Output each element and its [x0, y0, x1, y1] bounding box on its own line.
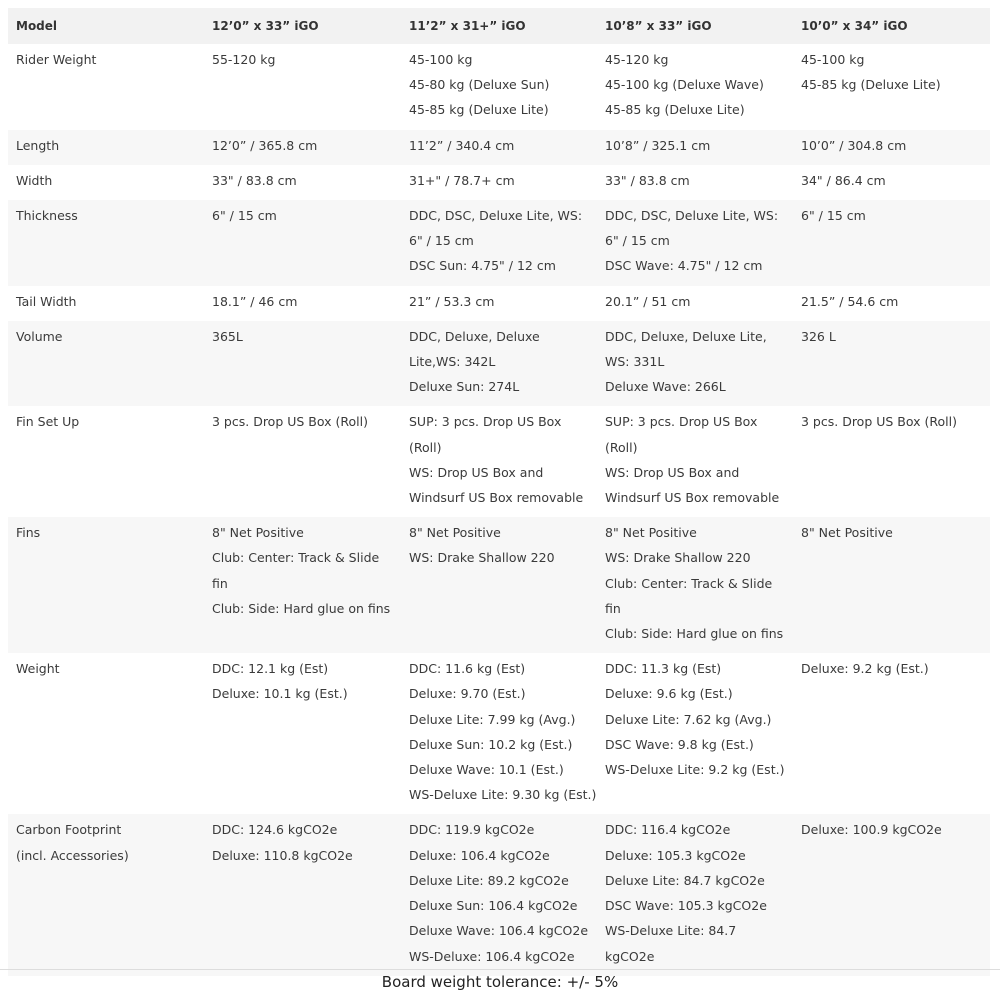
cell-c3	[597, 321, 793, 407]
row-label-text: Fins	[16, 525, 41, 541]
cell-line: 31+" / 78.7+ cm	[409, 172, 515, 188]
cell-line: 6" / 15 cm	[801, 208, 866, 224]
cell-line: 11’2” / 340.4 cm	[409, 137, 515, 153]
row-label	[8, 653, 204, 814]
cell-line: 8" Net Positive	[801, 525, 893, 541]
cell-line: 10’8” / 325.1 cm	[605, 137, 711, 153]
row-label	[8, 130, 204, 165]
header-model-10-0: 10’0” x 34” iGO	[793, 8, 990, 44]
cell-line: 10’0” / 304.8 cm	[801, 137, 907, 153]
cell-line: DDC, DSC, Deluxe Lite, WS:	[605, 208, 779, 224]
cell-c2	[401, 814, 597, 975]
cell-line: 21.5” / 54.6 cm	[801, 293, 899, 309]
row-label-text: Length	[16, 137, 60, 153]
cell-line: DDC: 11.6 kg (Est)	[409, 661, 526, 677]
cell-line: Deluxe: 9.6 kg (Est.)	[605, 686, 733, 702]
cell-line: DDC, DSC, Deluxe Lite, WS:	[409, 208, 583, 224]
cell-line: WS-Deluxe Lite: 84.7	[605, 923, 737, 939]
row-label-text: Weight	[16, 661, 60, 677]
cell-line: Deluxe: 10.1 kg (Est.)	[212, 686, 348, 702]
cell-c1	[204, 130, 401, 165]
row-label-text: Fin Set Up	[16, 414, 80, 430]
cell-c4	[793, 653, 990, 814]
cell-c2	[401, 406, 597, 517]
row-label-text: Tail Width	[16, 293, 77, 309]
cell-line: Deluxe: 100.9 kgCO2e	[801, 822, 942, 838]
cell-line: (Roll)	[409, 439, 442, 455]
cell-c2	[401, 653, 597, 814]
cell-c2	[401, 44, 597, 130]
cell-line: Deluxe Lite: 7.62 kg (Avg.)	[605, 711, 772, 727]
cell-line: 33" / 83.8 cm	[212, 172, 297, 188]
cell-line: 6" / 15 cm	[605, 233, 670, 249]
cell-line: Deluxe Sun: 274L	[409, 379, 520, 395]
cell-line: (Roll)	[605, 439, 638, 455]
cell-line: DDC: 11.3 kg (Est)	[605, 661, 722, 677]
cell-c3	[597, 286, 793, 321]
cell-line: DDC, Deluxe, Deluxe	[409, 328, 540, 344]
cell-line: WS-Deluxe Lite: 9.30 kg (Est.)	[409, 787, 597, 803]
cell-line: kgCO2e	[605, 948, 655, 964]
table-row-fin-set-up	[8, 406, 990, 517]
cell-line: SUP: 3 pcs. Drop US Box	[409, 414, 562, 430]
cell-c1	[204, 653, 401, 814]
cell-line: Deluxe: 9.2 kg (Est.)	[801, 661, 929, 677]
cell-c4	[793, 200, 990, 286]
cell-line: Deluxe Wave: 106.4 kgCO2e	[409, 923, 589, 939]
cell-c2	[401, 517, 597, 653]
cell-line: Deluxe Sun: 106.4 kgCO2e	[409, 898, 578, 914]
cell-line: WS: 331L	[605, 354, 665, 370]
cell-c3	[597, 406, 793, 517]
table-body	[8, 44, 990, 976]
cell-line: 45-100 kg	[409, 52, 473, 67]
cell-line: DDC: 124.6 kgCO2e	[212, 822, 338, 838]
cell-line: 45-100 kg (Deluxe Wave)	[605, 77, 764, 93]
cell-line: Club: Center: Track & Slide	[212, 550, 380, 566]
cell-line: Deluxe: 106.4 kgCO2e	[409, 847, 550, 863]
cell-c1	[204, 165, 401, 200]
table-row-tail-width	[8, 286, 990, 321]
cell-line: 8" Net Positive	[212, 525, 304, 541]
cell-c4	[793, 406, 990, 517]
cell-c4	[793, 286, 990, 321]
cell-line: DDC: 12.1 kg (Est)	[212, 661, 329, 677]
cell-line: 21” / 53.3 cm	[409, 293, 495, 309]
cell-c2	[401, 130, 597, 165]
row-label-text: Volume	[16, 328, 63, 344]
cell-c4	[793, 321, 990, 407]
cell-line: Deluxe: 9.70 (Est.)	[409, 686, 526, 702]
cell-line: DSC Sun: 4.75" / 12 cm	[409, 258, 556, 274]
table-row-length	[8, 130, 990, 165]
cell-line: Deluxe Sun: 10.2 kg (Est.)	[409, 736, 573, 752]
cell-line: 45-85 kg (Deluxe Lite)	[409, 102, 549, 118]
cell-c2	[401, 165, 597, 200]
cell-line: WS: Drop US Box and	[605, 464, 740, 480]
cell-line: 8" Net Positive	[409, 525, 501, 541]
cell-c4	[793, 130, 990, 165]
cell-line: Windsurf US Box removable	[605, 490, 780, 506]
cell-c1	[204, 406, 401, 517]
cell-c3	[597, 200, 793, 286]
row-label-text: Rider Weight	[16, 52, 97, 67]
table-row-width	[8, 165, 990, 200]
cell-line: Deluxe Wave: 10.1 (Est.)	[409, 762, 564, 778]
cell-c2	[401, 321, 597, 407]
cell-line: DDC, Deluxe, Deluxe Lite,	[605, 328, 767, 344]
row-label	[8, 44, 204, 130]
spec-table	[8, 8, 990, 976]
row-label	[8, 200, 204, 286]
row-label	[8, 406, 204, 517]
cell-line: 365L	[212, 328, 243, 344]
cell-c1	[204, 44, 401, 130]
cell-line: WS: Drake Shallow 220	[605, 550, 751, 566]
cell-line: Deluxe Lite: 7.99 kg (Avg.)	[409, 711, 576, 727]
cell-line: Club: Center: Track & Slide	[605, 575, 773, 591]
cell-line: fin	[605, 600, 621, 616]
cell-c1	[204, 321, 401, 407]
cell-line: 12’0” / 365.8 cm	[212, 137, 318, 153]
row-label	[8, 814, 204, 975]
header-model-11-2: 11’2” x 31+” iGO	[401, 8, 597, 44]
cell-c4	[793, 517, 990, 653]
cell-line: Club: Side: Hard glue on fins	[212, 600, 391, 616]
cell-line: 45-120 kg	[605, 52, 669, 67]
cell-line: Deluxe: 105.3 kgCO2e	[605, 847, 746, 863]
header-row	[8, 8, 990, 44]
cell-c1	[204, 200, 401, 286]
cell-line: WS-Deluxe Lite: 9.2 kg (Est.)	[605, 762, 785, 778]
weight-tolerance-note: Board weight tolerance: +/- 5%	[0, 969, 1000, 994]
row-label	[8, 321, 204, 407]
cell-c4	[793, 165, 990, 200]
table-row-carbon-footprint	[8, 814, 990, 975]
cell-line: WS: Drop US Box and	[409, 464, 544, 480]
cell-line: Windsurf US Box removable	[409, 490, 584, 506]
header-model-10-8: 10’8” x 33” iGO	[597, 8, 793, 44]
cell-line: 20.1” / 51 cm	[605, 293, 691, 309]
row-label-text: Width	[16, 172, 53, 188]
cell-line: 3 pcs. Drop US Box (Roll)	[801, 414, 957, 430]
cell-line: 45-85 kg (Deluxe Lite)	[605, 102, 745, 118]
row-label	[8, 286, 204, 321]
cell-c2	[401, 286, 597, 321]
cell-c3	[597, 653, 793, 814]
cell-line: Club: Side: Hard glue on fins	[605, 626, 784, 642]
table-header	[8, 8, 990, 44]
table-row-thickness	[8, 200, 990, 286]
cell-line: 6" / 15 cm	[409, 233, 474, 249]
cell-line: Lite,WS: 342L	[409, 354, 496, 370]
cell-c3	[597, 130, 793, 165]
row-label-line: (incl. Accessories)	[16, 847, 129, 863]
cell-line: 6" / 15 cm	[212, 208, 277, 224]
cell-line: WS-Deluxe: 106.4 kgCO2e	[409, 948, 575, 964]
row-label-text: Thickness	[16, 208, 78, 224]
cell-line: WS: Drake Shallow 220	[409, 550, 555, 566]
cell-line: DSC Wave: 4.75" / 12 cm	[605, 258, 763, 274]
header-model-12-0: 12’0” x 33” iGO	[204, 8, 401, 44]
cell-line: SUP: 3 pcs. Drop US Box	[605, 414, 758, 430]
cell-line: DSC Wave: 105.3 kgCO2e	[605, 898, 767, 914]
cell-line: 18.1” / 46 cm	[212, 293, 298, 309]
cell-line: Deluxe Wave: 266L	[605, 379, 726, 395]
cell-c4	[793, 44, 990, 130]
table-row-rider-weight	[8, 44, 990, 130]
cell-line: DSC Wave: 9.8 kg (Est.)	[605, 736, 754, 752]
cell-c3	[597, 44, 793, 130]
cell-line: Deluxe Lite: 84.7 kgCO2e	[605, 872, 765, 888]
cell-line: 3 pcs. Drop US Box (Roll)	[212, 414, 368, 430]
cell-c2	[401, 200, 597, 286]
cell-c1	[204, 814, 401, 975]
cell-line: Deluxe Lite: 89.2 kgCO2e	[409, 872, 569, 888]
cell-line: 45-80 kg (Deluxe Sun)	[409, 77, 550, 93]
cell-line: 45-100 kg	[801, 52, 865, 67]
cell-line: 33" / 83.8 cm	[605, 172, 690, 188]
cell-line: 34" / 86.4 cm	[801, 172, 886, 188]
table-row-volume	[8, 321, 990, 407]
row-label	[8, 517, 204, 653]
row-label	[8, 165, 204, 200]
table-row-fins	[8, 517, 990, 653]
cell-c4	[793, 814, 990, 975]
cell-c3	[597, 814, 793, 975]
cell-line: 8" Net Positive	[605, 525, 697, 541]
header-model: Model	[8, 8, 204, 44]
cell-line: DDC: 116.4 kgCO2e	[605, 822, 731, 838]
cell-line: 55-120 kg	[212, 52, 276, 67]
row-label-line: Carbon Footprint	[16, 822, 122, 838]
cell-c1	[204, 517, 401, 653]
cell-line: 45-85 kg (Deluxe Lite)	[801, 77, 941, 93]
cell-c3	[597, 165, 793, 200]
table-row-weight	[8, 653, 990, 814]
cell-line: 326 L	[801, 328, 836, 344]
cell-c3	[597, 517, 793, 653]
cell-line: DDC: 119.9 kgCO2e	[409, 822, 535, 838]
cell-line: Deluxe: 110.8 kgCO2e	[212, 847, 353, 863]
cell-c1	[204, 286, 401, 321]
cell-line: fin	[212, 575, 228, 591]
